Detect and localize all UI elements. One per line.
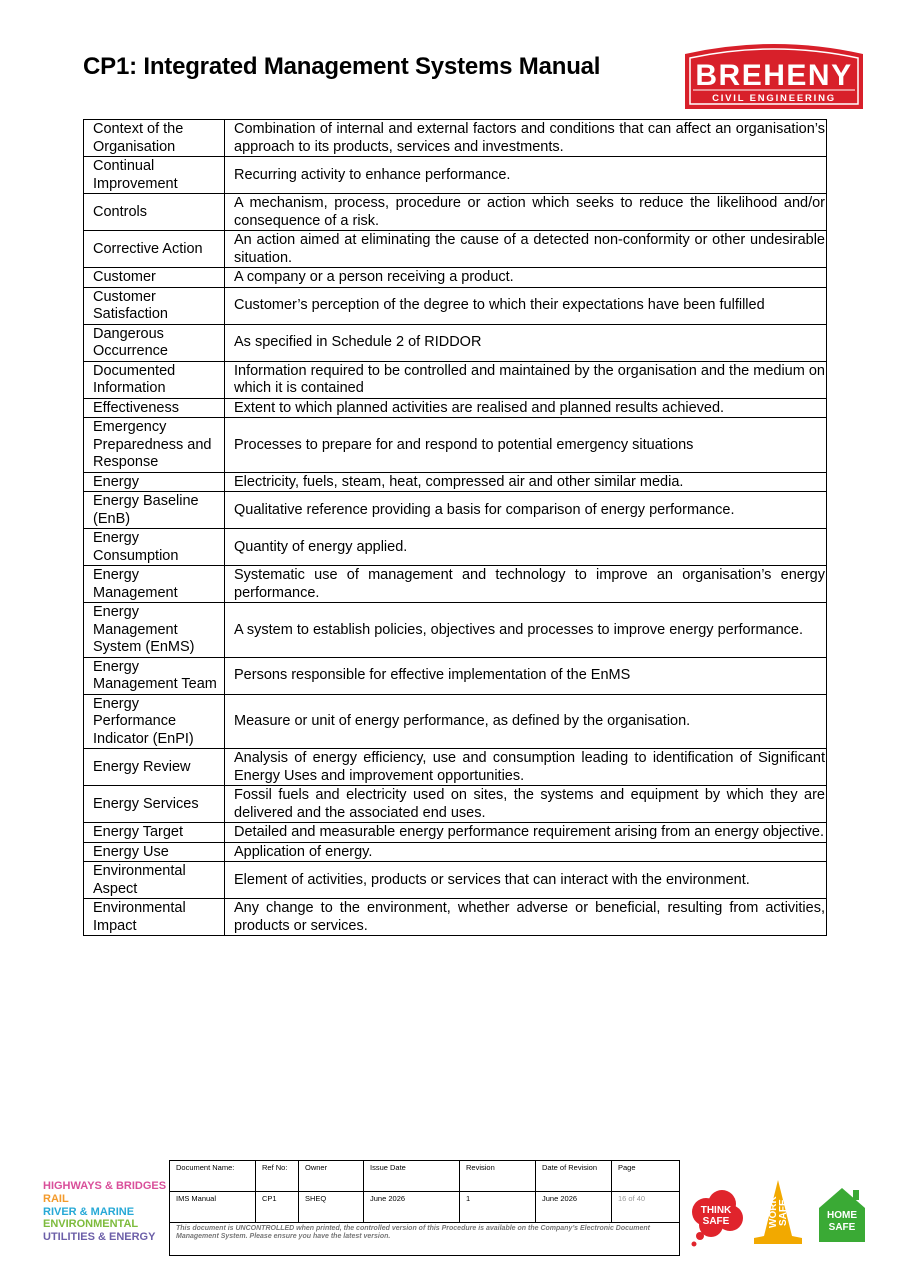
definition-term: Documented Information [84, 361, 225, 398]
definition-row [84, 566, 827, 603]
definition-text: A system to establish policies, objectives and processes to improve energy performance. [225, 603, 827, 658]
definition-term: Energy [84, 472, 225, 492]
definition-row [84, 529, 827, 566]
definition-row [84, 786, 827, 823]
definition-row [84, 120, 827, 157]
logo-subtitle: CIVIL ENGINEERING [712, 93, 836, 104]
definition-row [84, 287, 827, 324]
footer-header-cell: Document Name: [170, 1161, 256, 1192]
sector-item: RAIL [43, 1192, 69, 1205]
footer-header-cell: Date of Revision [536, 1161, 612, 1192]
definition-text: An action aimed at eliminating the cause of a detected non-conformity or other undesirable situation. [225, 231, 827, 268]
definition-text: Fossil fuels and electricity used on sites, the systems and equipment by which they are delivered and the associated end uses. [225, 786, 827, 823]
footer-header-cell: Owner [299, 1161, 364, 1192]
safety-logos [684, 1178, 866, 1250]
definition-term: Energy Baseline (EnB) [84, 492, 225, 529]
definition-text: Application of energy. [225, 842, 827, 862]
uncontrolled-note: This document is UNCONTROLLED when printed, the controlled version of this Procedure is available on the Company’s Electronic Document Management System. Please ensure you have the latest version. [170, 1223, 680, 1256]
definition-row [84, 492, 827, 529]
home-safe-line1: HOME [827, 1210, 857, 1221]
definition-text: A company or a person receiving a product. [225, 268, 827, 288]
definition-row [84, 361, 827, 398]
definition-text: Customer’s perception of the degree to which their expectations have been fulfilled [225, 287, 827, 324]
definition-term: Energy Use [84, 842, 225, 862]
footer-value-cell: 1 [460, 1192, 536, 1223]
definition-term: Energy Performance Indicator (EnPI) [84, 694, 225, 749]
footer-value-cell: 16 of 40 [612, 1192, 680, 1223]
definition-term: Corrective Action [84, 231, 225, 268]
definition-row [84, 694, 827, 749]
definition-term: Emergency Preparedness and Response [84, 418, 225, 473]
work-safe-line1: WORK [768, 1196, 779, 1228]
definition-term: Customer Satisfaction [84, 287, 225, 324]
definition-term: Energy Management System (EnMS) [84, 603, 225, 658]
footer-value-cell: June 2026 [536, 1192, 612, 1223]
definition-term: Energy Services [84, 786, 225, 823]
sector-item: UTILITIES & ENERGY [43, 1231, 156, 1244]
footer-value-cell: SHEQ [299, 1192, 364, 1223]
definition-row [84, 899, 827, 936]
definition-row [84, 268, 827, 288]
definition-row [84, 418, 827, 473]
definition-row [84, 194, 827, 231]
definition-row [84, 472, 827, 492]
sector-item: RIVER & MARINE [43, 1205, 135, 1218]
definition-term: Energy Management Team [84, 657, 225, 694]
definition-term: Context of the Organisation [84, 120, 225, 157]
think-safe-line1: THINK [700, 1205, 732, 1216]
definition-term: Customer [84, 268, 225, 288]
footer-value-cell: June 2026 [364, 1192, 460, 1223]
sector-list [43, 1180, 166, 1244]
definition-term: Effectiveness [84, 398, 225, 418]
definition-term: Dangerous Occurrence [84, 324, 225, 361]
definition-text: Any change to the environment, whether adverse or beneficial, resulting from activities, products or services. [225, 899, 827, 936]
footer-header-cell: Issue Date [364, 1161, 460, 1192]
footer-value-row [170, 1192, 680, 1223]
sector-item: HIGHWAYS & BRIDGES [43, 1180, 167, 1192]
definition-text: Analysis of energy efficiency, use and consumption leading to identification of Significant Energy Uses and improvement opportunities. [225, 749, 827, 786]
definition-row [84, 823, 827, 843]
think-safe-line2: SAFE [702, 1216, 730, 1227]
definition-text: Quantity of energy applied. [225, 529, 827, 566]
think-safe-icon [692, 1190, 744, 1247]
definition-row [84, 749, 827, 786]
definition-row [84, 157, 827, 194]
definition-term: Energy Management [84, 566, 225, 603]
definition-row [84, 842, 827, 862]
logo-wordmark: BREHENY [695, 59, 853, 92]
definition-text: Element of activities, products or services that can interact with the environment. [225, 862, 827, 899]
definitions-table [83, 119, 827, 936]
definition-row [84, 603, 827, 658]
home-safe-icon [819, 1188, 865, 1242]
work-safe-cone-icon [754, 1180, 802, 1244]
footer-header-cell: Ref No: [256, 1161, 299, 1192]
definition-text: Detailed and measurable energy performance requirement arising from an energy objective. [225, 823, 827, 843]
definition-row [84, 398, 827, 418]
footer-value-cell: CP1 [256, 1192, 299, 1223]
definition-term: Energy Consumption [84, 529, 225, 566]
definition-row [84, 862, 827, 899]
document-control-table [169, 1160, 680, 1256]
definition-text: A mechanism, process, procedure or action which seeks to reduce the likelihood and/or consequence of a risk. [225, 194, 827, 231]
definition-text: Systematic use of management and technology to improve an organisation’s energy performance. [225, 566, 827, 603]
definition-text: Electricity, fuels, steam, heat, compressed air and other similar media. [225, 472, 827, 492]
footer-header-row [170, 1161, 680, 1192]
definition-term: Environmental Aspect [84, 862, 225, 899]
definition-text: Persons responsible for effective implementation of the EnMS [225, 657, 827, 694]
definition-row [84, 231, 827, 268]
definition-term: Energy Target [84, 823, 225, 843]
definition-text: Recurring activity to enhance performance. [225, 157, 827, 194]
definition-term: Controls [84, 194, 225, 231]
definition-term: Environmental Impact [84, 899, 225, 936]
definition-row [84, 657, 827, 694]
footer-header-cell: Revision [460, 1161, 536, 1192]
footer-header-cell: Page [612, 1161, 680, 1192]
footer-value-cell: IMS Manual [170, 1192, 256, 1223]
definition-row [84, 324, 827, 361]
page-title: CP1: Integrated Management Systems Manual [83, 53, 601, 80]
home-safe-line2: SAFE [828, 1222, 856, 1233]
definition-term: Continual Improvement [84, 157, 225, 194]
breheny-logo [683, 40, 865, 110]
sector-item: ENVIRONMENTAL [43, 1218, 139, 1231]
definition-text: Processes to prepare for and respond to potential emergency situations [225, 418, 827, 473]
definition-text: Qualitative reference providing a basis for comparison of energy performance. [225, 492, 827, 529]
definition-text: Combination of internal and external factors and conditions that can affect an organisation’s approach to its products, services and investments. [225, 120, 827, 157]
work-safe-line2: SAFE [778, 1199, 789, 1226]
definition-text: Information required to be controlled and maintained by the organisation and the medium on which it is contained [225, 361, 827, 398]
definition-term: Energy Review [84, 749, 225, 786]
definition-text: As specified in Schedule 2 of RIDDOR [225, 324, 827, 361]
definition-text: Measure or unit of energy performance, as defined by the organisation. [225, 694, 827, 749]
definition-text: Extent to which planned activities are realised and planned results achieved. [225, 398, 827, 418]
